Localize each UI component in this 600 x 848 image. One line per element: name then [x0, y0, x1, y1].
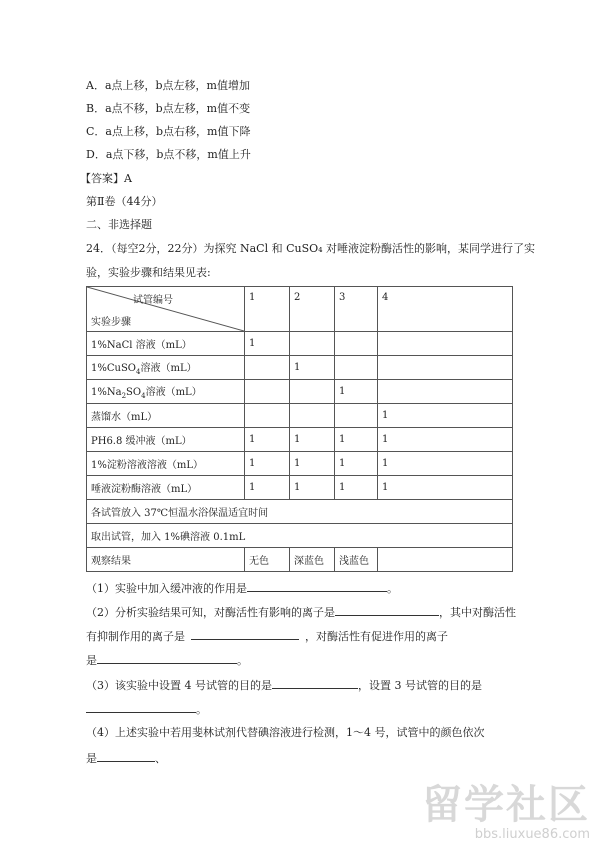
subquestion-2 [86, 604, 516, 620]
table-cell [335, 404, 378, 428]
row-label: 唾液淀粉酶溶液（mL） [87, 476, 245, 500]
subquestion-2-text3: 是 [86, 654, 97, 667]
subquestion-4-end: 、 [155, 752, 166, 765]
option-b: B．a点不移，b点左移，m值不变 [86, 102, 251, 115]
subquestion-3-text: （3）该实验中设置 4 号试管的目的是 [86, 679, 272, 692]
option-d: D．a点下移，b点不移，m值上升 [86, 148, 251, 161]
table-row [87, 476, 513, 500]
answer-blank [97, 750, 155, 762]
section-title: 二、非选择题 [86, 218, 152, 231]
table-cell: 1 [245, 476, 290, 500]
row-label: 1%NaCl 溶液（mL） [87, 332, 245, 356]
table-cell: 1 [245, 428, 290, 452]
option-c: C．a点上移，b点右移，m值下降 [86, 125, 251, 138]
table-cell [245, 404, 290, 428]
answer-blank [86, 701, 196, 713]
table-row [87, 428, 513, 452]
row-label: PH6.8 缓冲液（mL） [87, 428, 245, 452]
subquestion-2-text2: 有抑制作用的离子是 [86, 630, 185, 643]
subquestion-4-text2: 是 [86, 752, 97, 765]
table-header-row [87, 287, 513, 332]
table-cell: 1 [290, 356, 335, 380]
table-cell: 1 [335, 476, 378, 500]
table-cell: 1 [335, 428, 378, 452]
table-cell: 1 [335, 380, 378, 404]
table-cell: 1 [378, 452, 513, 476]
tube-4-header: 4 [378, 287, 513, 332]
result-cell: 浅蓝色 [335, 548, 378, 572]
tube-3-header: 3 [335, 287, 378, 332]
watermark-logo-text: 留学社区 [422, 782, 590, 828]
subquestion-3-mid: ，设置 3 号试管的目的是 [358, 679, 482, 692]
subquestion-3-end: 。 [196, 703, 207, 716]
volume-title: 第Ⅱ卷（44分） [86, 195, 163, 208]
subquestion-3-line2 [86, 701, 207, 717]
table-cell [245, 380, 290, 404]
table-cell: 1 [290, 452, 335, 476]
table-cell: 1 [290, 476, 335, 500]
table-row [87, 356, 513, 380]
table-cell [245, 356, 290, 380]
table-cell [378, 380, 513, 404]
header-tube-number: 试管编号 [133, 295, 173, 306]
subquestion-1-text: （1）实验中加入缓冲液的作用是 [86, 582, 247, 595]
subquestion-2-line3 [86, 652, 248, 668]
table-row-result [87, 548, 513, 572]
option-a: A．a点上移，b点左移，m值增加 [86, 79, 250, 92]
subquestion-4 [86, 726, 485, 740]
answer-blank [247, 580, 387, 592]
row-label: 1%CuSO$_4$溶液（mL） [87, 356, 245, 380]
answer-blank [335, 604, 439, 616]
subquestion-1-end: 。 [387, 582, 398, 595]
subquestion-2-text: （2）分析实验结果可知，对酶活性有影响的离子是 [86, 606, 335, 619]
experiment-table [86, 286, 513, 572]
subquestion-1 [86, 580, 398, 596]
subquestion-2-end: 。 [237, 654, 248, 667]
tube-1-header: 1 [245, 287, 290, 332]
result-label: 观察结果 [87, 548, 245, 572]
table-row-incubate [87, 500, 513, 524]
table-row-iodine [87, 524, 513, 548]
question-24-stem: 24．（每空2分，22分）为探究 NaCl 和 CuSO₄ 对唾液淀粉酶活性的影响，某同学进行了实 [86, 242, 536, 255]
table-cell: 1 [378, 404, 513, 428]
table-cell [335, 332, 378, 356]
answer-blank [272, 677, 358, 689]
table-cell [290, 332, 335, 356]
header-steps: 实验步骤 [91, 317, 131, 328]
answer-label: 【答案】A [80, 172, 132, 185]
row-label: $1\%Na_2SO_4$溶液（mL） [87, 380, 245, 404]
result-cell [378, 548, 513, 572]
table-cell [335, 356, 378, 380]
table-row [87, 380, 513, 404]
subquestion-4-line2 [86, 750, 166, 766]
table-row [87, 332, 513, 356]
answer-blank [191, 628, 299, 640]
table-cell: 1 [378, 428, 513, 452]
row-label: 1%淀粉溶液溶液（mL） [87, 452, 245, 476]
question-24-stem-cont: 验，实验步骤和结果见表: [86, 266, 211, 279]
table-cell: 1 [290, 428, 335, 452]
table-cell: 1 [335, 452, 378, 476]
row-label: 蒸馏水（mL） [87, 404, 245, 428]
diagonal-header-cell [87, 287, 245, 332]
subquestion-2-line2 [86, 628, 448, 644]
subquestion-4-text: （4）上述实验中若用斐林试剂代替碘溶液进行检测，1～4 号，试管中的颜色依次 [86, 726, 485, 739]
table-cell [290, 404, 335, 428]
watermark-url: bbs.liuxue86.com [474, 827, 590, 842]
result-cell: 无色 [245, 548, 290, 572]
table-row [87, 452, 513, 476]
table-cell: 1 [245, 452, 290, 476]
subquestion-3 [86, 677, 482, 693]
watermark [422, 783, 590, 842]
table-cell: 1 [378, 476, 513, 500]
step-iodine: 取出试管，加入 1%碘溶液 0.1mL [87, 524, 513, 548]
table-cell [378, 356, 513, 380]
table-cell [290, 380, 335, 404]
table-row [87, 404, 513, 428]
tube-2-header: 2 [290, 287, 335, 332]
answer-blank [97, 652, 237, 664]
result-cell: 深蓝色 [290, 548, 335, 572]
subquestion-2-mid: ，其中对酶活性 [439, 606, 516, 619]
subquestion-2-mid2: ，对酶活性有促进作用的离子 [305, 630, 448, 643]
step-incubate: 各试管放入 37℃恒温水浴保温适宜时间 [87, 500, 513, 524]
table-cell [378, 332, 513, 356]
table-cell: 1 [245, 332, 290, 356]
